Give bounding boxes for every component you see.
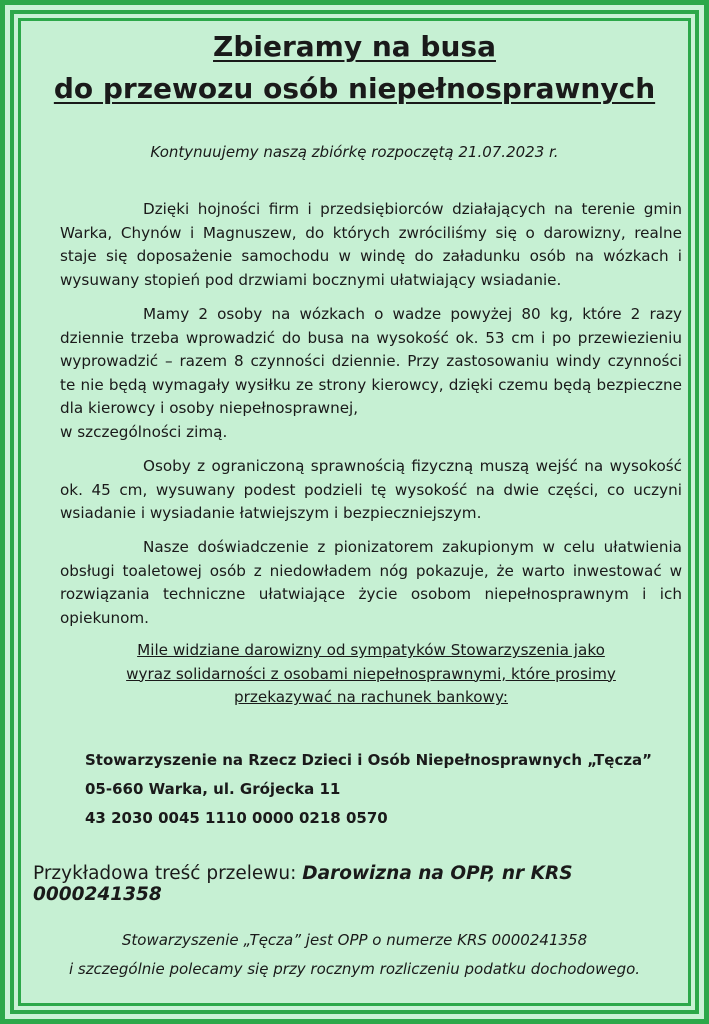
paragraph-text: w szczególności zimą. — [60, 422, 228, 441]
transfer-value: Darowizna na OPP, nr KRS 0000241358 — [33, 863, 573, 905]
footer-note-line-2: i szczególnie polecamy się przy rocznym rozliczeniu podatku dochodowego. — [68, 960, 641, 978]
paragraph-text: Osoby z ograniczoną sprawnością fizyczną muszą wejść na wysokość ok. 45 cm, wysuwany podest podzieli tę wysokość na dwie części, co uczyni wsiadanie i wysiadanie łatwiejszym i bezpieczniejszym. — [60, 457, 682, 522]
organization-name: Stowarzyszenie na Rzecz Dzieci i Osób Niepełnosprawnych „Tęcza” — [85, 751, 653, 769]
paragraph — [60, 455, 682, 526]
paragraph-text: Nasze doświadczenie z pionizatorem zakupionym w celu ułatwienia obsługi toaletowej osób z niedowładem nóg pokazuje, że warto inwestować w rozwiązania techniczne ułatwiające życie osobom niepełnosprawnym i ich opiekunom. — [60, 538, 682, 627]
footer-note-line-1: Stowarzyszenie „Tęcza” jest OPP o numerze KRS 0000241358 — [121, 931, 588, 949]
appeal-line: wyraz solidarności z osobami niepełnosprawnymi, które prosimy — [126, 664, 616, 683]
donation-appeal — [61, 639, 681, 710]
paragraph — [60, 198, 682, 292]
page-title-line-2: do przewozu osób niepełnosprawnych — [53, 72, 656, 105]
paragraph-text: Mamy 2 osoby na wózkach o wadze powyżej 80 kg, które 2 razy dziennie trzeba wprowadzić do busa na wysokość ok. 53 cm i po przewiezieniu wyprowadzić – razem 8 czynności dziennie. Przy zastosowaniu windy czynności te nie będą wymagały wysiłku ze strony kierowcy, dzięki czemu będą bezpieczne dla kierowcy i osoby niepełnosprawnej, — [60, 305, 682, 417]
poster — [21, 21, 688, 1003]
bank-account-number: 43 2030 0045 1110 0000 0218 0570 — [85, 809, 388, 827]
paragraph-text: Dzięki hojności firm i przedsiębiorców działających na terenie gmin Warka, Chynów i Magnuszew, do których zwróciliśmy się o darowizny, realne staje się doposażenie samochodu w windę do załadunku osób na wózkach i wysuwany stopień pod drzwiami bocznymi ułatwiający wsiadanie. — [60, 200, 682, 289]
transfer-example — [33, 863, 688, 905]
subtitle: Kontynuujemy naszą zbiórkę rozpoczętą 21.07.2023 r. — [150, 143, 559, 161]
organization-address: 05-660 Warka, ul. Grójecka 11 — [85, 780, 341, 798]
appeal-line: Mile widziane darowizny od sympatyków Stowarzyszenia jako — [137, 641, 605, 659]
transfer-label: Przykładowa treść przelewu: — [33, 863, 303, 884]
paragraph — [60, 536, 682, 630]
paragraph — [60, 303, 682, 444]
appeal-line: przekazywać na rachunek bankowy: — [234, 688, 508, 706]
page-title-line-1: Zbieramy na busa — [213, 30, 496, 63]
